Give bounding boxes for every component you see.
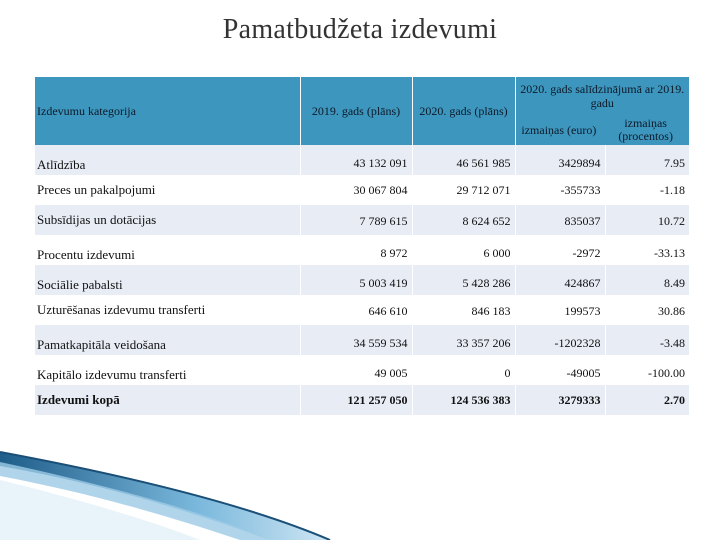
- cell-category: Kapitālo izdevumu transferti: [35, 355, 300, 385]
- cell-plan-2020: 33 357 206: [412, 325, 515, 355]
- cell-plan-2020: 46 561 985: [412, 145, 515, 175]
- cell-category: Pamatkapitāla veidošana: [35, 325, 300, 355]
- cell-plan-2019: 5 003 419: [300, 265, 412, 295]
- header-plan-2019: 2019. gads (plāns): [300, 77, 412, 145]
- cell-plan-2019: 8 972: [300, 235, 412, 265]
- cell-plan-2019: 43 132 091: [300, 145, 412, 175]
- cell-change-euro: -1202328: [515, 325, 605, 355]
- cell-plan-2020: 5 428 286: [412, 265, 515, 295]
- header-comparison: 2020. gads salīdzinājumā ar 2019. gadu: [520, 82, 685, 110]
- header-plan-2020: 2020. gads (plāns): [412, 77, 515, 145]
- cell-change-euro: 3279333: [515, 385, 605, 415]
- cell-change-percent: -1.18: [605, 175, 689, 205]
- cell-plan-2020: 846 183: [412, 295, 515, 325]
- cell-change-percent: -100.00: [605, 355, 689, 385]
- cell-change-percent: -33.13: [605, 235, 689, 265]
- total-row: [35, 385, 689, 415]
- cell-plan-2019: 34 559 534: [300, 325, 412, 355]
- header-category: Izdevumu kategorija: [35, 77, 300, 145]
- cell-change-percent: -3.48: [605, 325, 689, 355]
- table-row: [35, 145, 689, 175]
- cell-plan-2020: 8 624 652: [412, 205, 515, 235]
- cell-change-euro: 3429894: [515, 145, 605, 175]
- cell-plan-2019: 121 257 050: [300, 385, 412, 415]
- table-row: [35, 295, 689, 325]
- cell-change-percent: 8.49: [605, 265, 689, 295]
- cell-category: Preces un pakalpojumi: [35, 175, 300, 205]
- cell-plan-2019: 49 005: [300, 355, 412, 385]
- cell-category: Uzturēšanas izdevumu transferti: [35, 295, 300, 325]
- cell-plan-2020: 6 000: [412, 235, 515, 265]
- table-row: [35, 205, 689, 235]
- cell-plan-2020: 124 536 383: [412, 385, 515, 415]
- header-comparison-group: [515, 77, 689, 145]
- table-row: [35, 355, 689, 385]
- cell-change-percent: 10.72: [605, 205, 689, 235]
- table-row: [35, 175, 689, 205]
- table-row: [35, 235, 689, 265]
- cell-change-euro: -2972: [515, 235, 605, 265]
- cell-change-euro: 424867: [515, 265, 605, 295]
- header-change-percent: izmaiņas (procentos): [618, 116, 673, 143]
- cell-category: Procentu izdevumi: [35, 235, 300, 265]
- cell-change-percent: 2.70: [605, 385, 689, 415]
- cell-change-percent: 7.95: [605, 145, 689, 175]
- decorative-swoosh: [0, 440, 720, 540]
- cell-category: Sociālie pabalsti: [35, 265, 300, 295]
- table-row: [35, 325, 689, 355]
- cell-plan-2019: 30 067 804: [300, 175, 412, 205]
- cell-plan-2019: 7 789 615: [300, 205, 412, 235]
- cell-change-euro: -355733: [515, 175, 605, 205]
- cell-plan-2020: 29 712 071: [412, 175, 515, 205]
- cell-change-euro: 835037: [515, 205, 605, 235]
- cell-category: Izdevumi kopā: [35, 385, 300, 415]
- cell-plan-2019: 646 610: [300, 295, 412, 325]
- expenditure-table: [35, 77, 689, 415]
- table-header-row: [35, 77, 689, 145]
- page-title: Pamatbudžeta izdevumi: [222, 14, 498, 45]
- cell-plan-2020: 0: [412, 355, 515, 385]
- header-change-euro: izmaiņas (euro): [521, 122, 597, 137]
- cell-category: Atlīdzība: [35, 145, 300, 175]
- cell-change-percent: 30.86: [605, 295, 689, 325]
- cell-change-euro: -49005: [515, 355, 605, 385]
- cell-change-euro: 199573: [515, 295, 605, 325]
- cell-category: Subsīdijas un dotācijas: [35, 205, 300, 235]
- table-row: [35, 265, 689, 295]
